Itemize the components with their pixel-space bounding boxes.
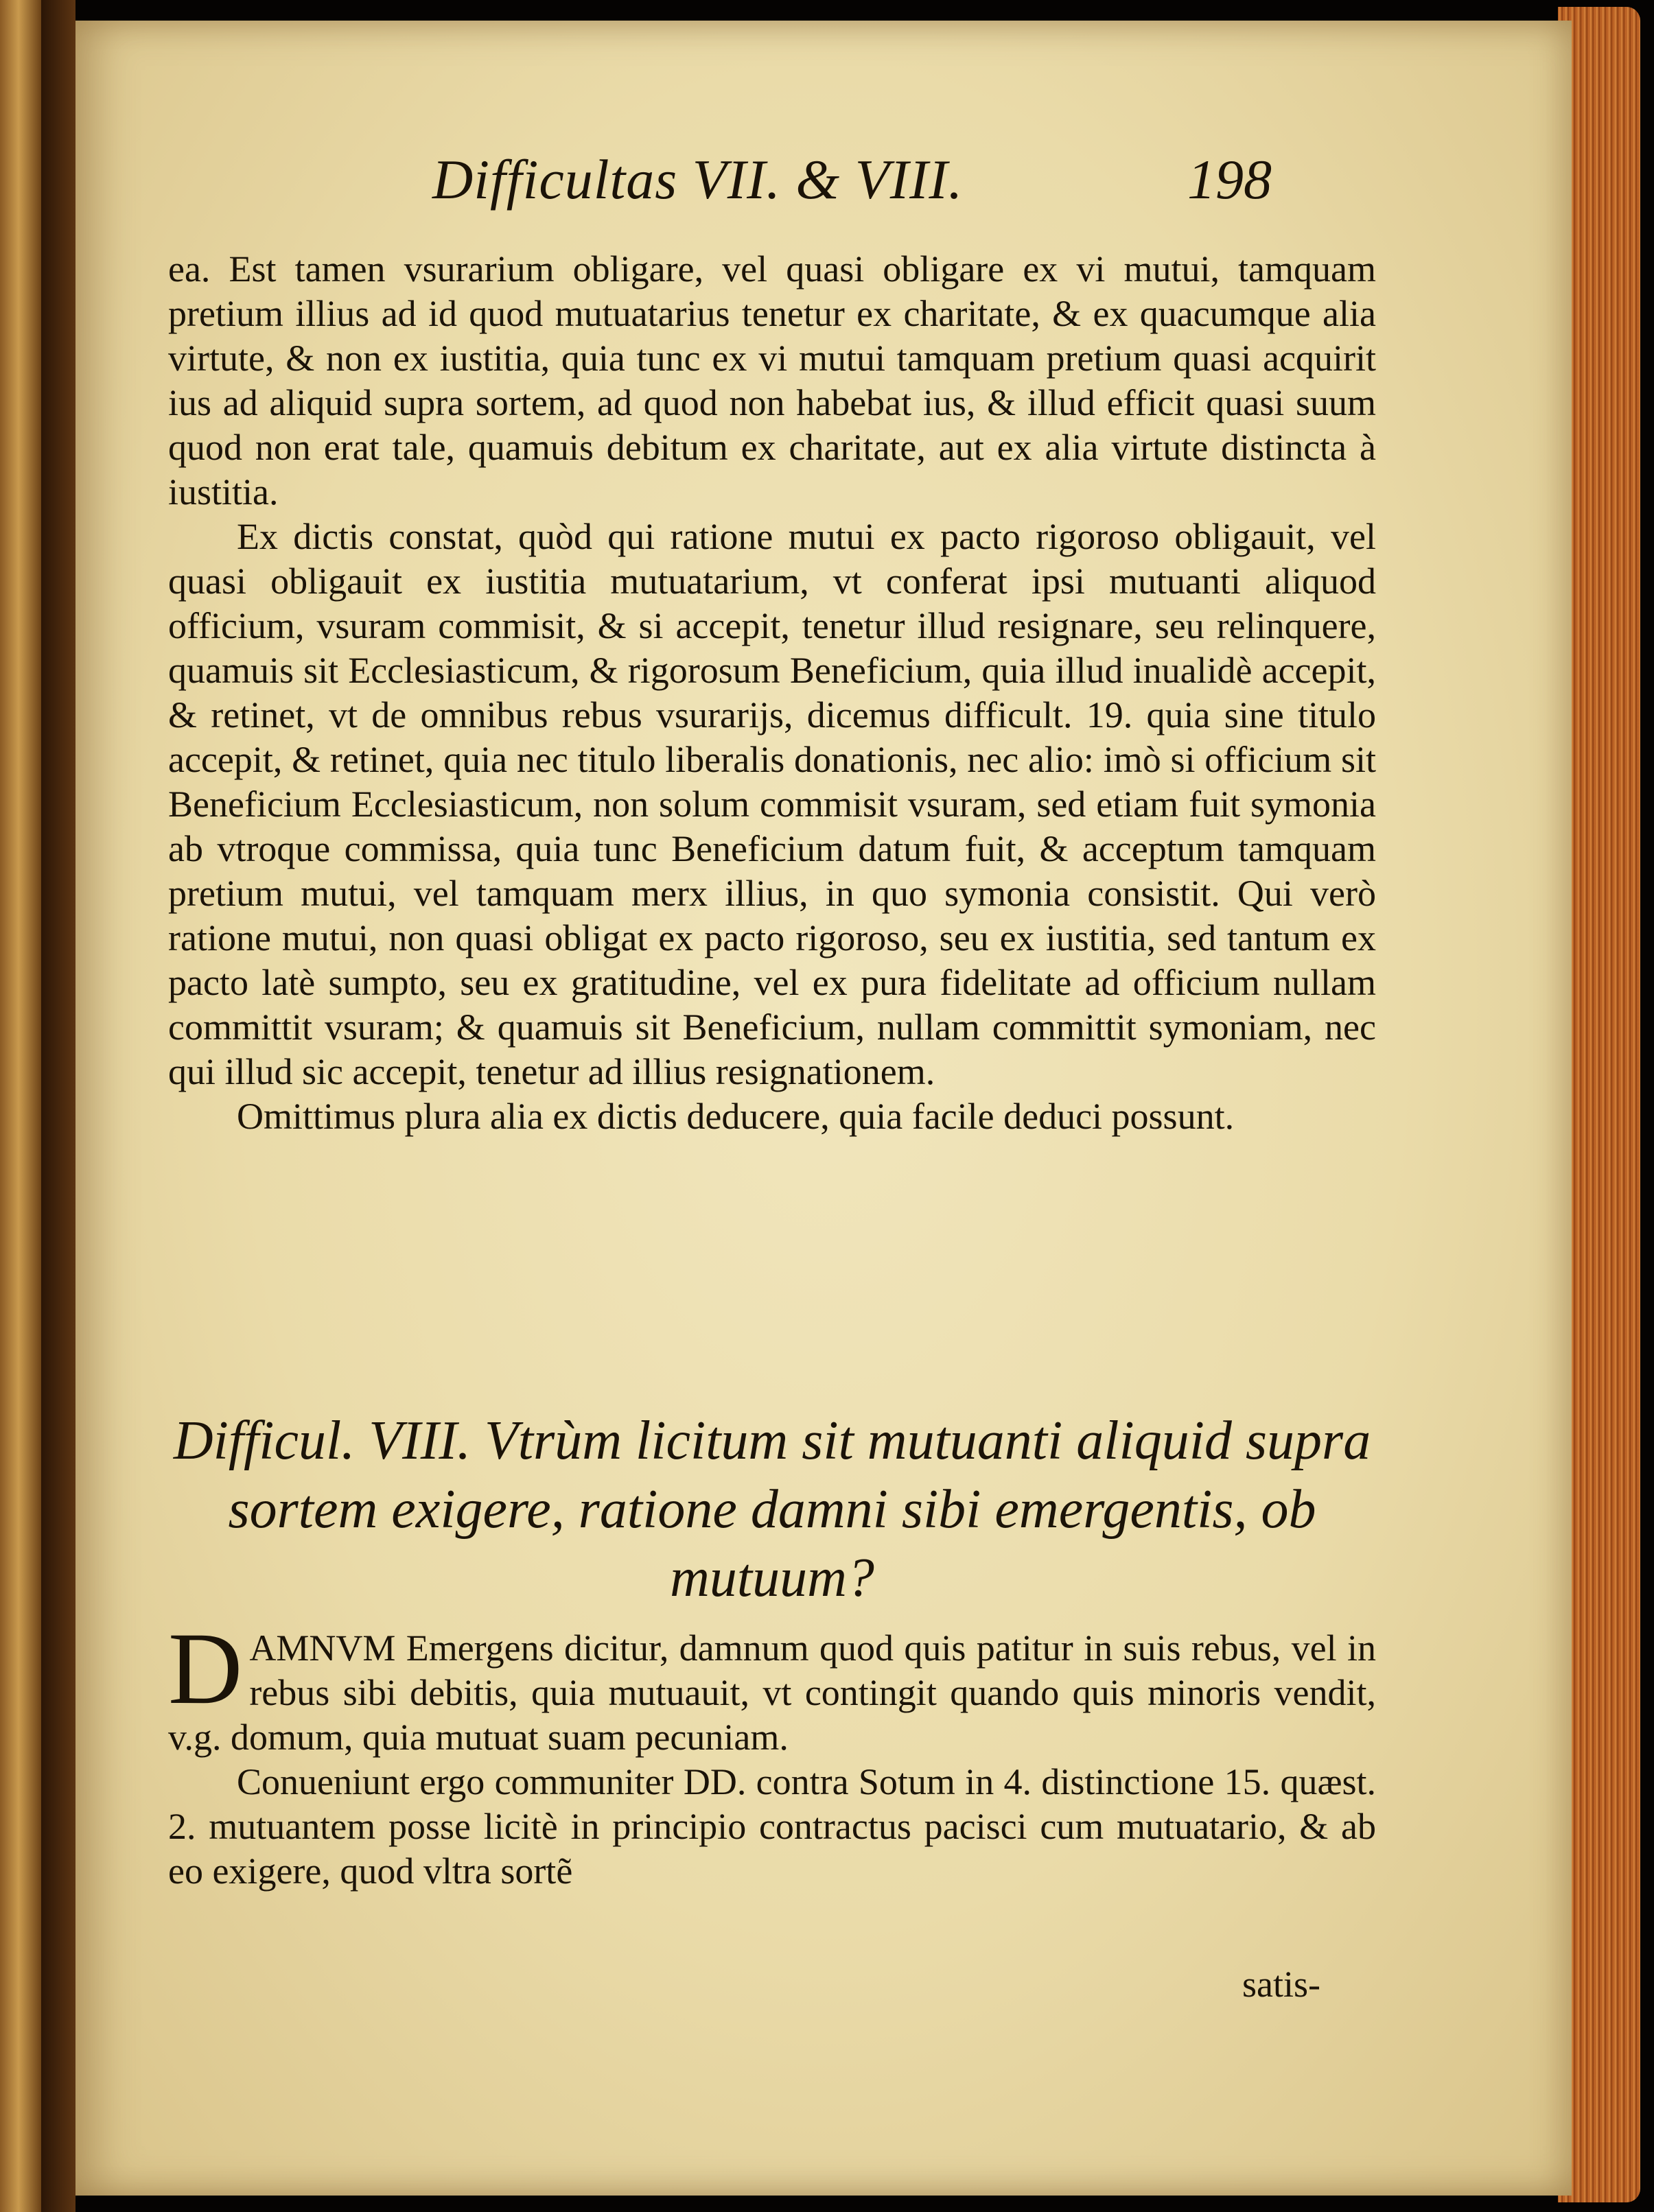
catchword: satis- xyxy=(1242,1964,1320,2005)
paragraph: Conueniunt ergo communiter DD. contra Sotum in 4. distinctione 15. quæst. 2. mutuantem posse licitè in principio contractus pacisci cum mutuatario, & ab eo exigere, quod vltra sortẽ xyxy=(168,1761,1376,1892)
book-page xyxy=(75,21,1572,2196)
paragraph: Omittimus plura alia ex dictis deducere, quia facile deduci possunt. xyxy=(237,1096,1235,1137)
body-text-block xyxy=(168,247,1376,1139)
paragraph: Ex dictis constat, quòd qui ratione mutui ex pacto rigoroso obligauit, vel quasi obligauit ex iustitia mutuatarium, vt conferat ipsi mutuanti aliquod officium, vsuram commisit, & si accepit, tenetur illud resignare, seu relinquere, quamuis sit Ecclesiasticum, & rigorosum Beneficium, quia illud inualidè accepit, & retinet, vt de omnibus rebus vsurarijs, dicemus difficult. 19. quia sine titulo accepit, & retinet, quia nec titulo liberalis donationis, nec alio: imò si officium sit Beneficium Ecclesiasticum, non solum commisit vsuram, sed etiam fuit symonia ab vtroque commissa, quia tunc Beneficium datum fuit, & acceptum tamquam pretium mutui, vel tamquam merx illius, in quo symonia consistit. Qui verò ratione mutui, non quasi obligat ex pacto rigoroso, seu ex iustitia, sed tantum ex pacto latè sumpto, seu ex gratitudine, vel ex pura fidelitate ad officium nullam committit vsuram; & quamuis sit Beneficium, nullam committit symoniam, nec qui illud sic accepit, tenetur ad illius resignationem. xyxy=(168,516,1376,1092)
paragraph-with-dropcap xyxy=(168,1612,1376,1760)
page-number: 198 xyxy=(1187,148,1272,211)
paragraph-continuation: ea. Est tamen vsurarium obligare, vel quasi obligare ex vi mutui, tamquam pretium illius ad id quod mutuatarius tenetur ex charitate, & ex quacumque alia virtute, & non ex iustitia, quia tunc ex vi mutui tamquam pretium quasi acquirit ius ad aliquid supra sortem, ad quod non habebat ius, & illud efficit quasi suum quod non erat tale, quamuis debitum ex charitate, aut ex alia virtute distincta à iustitia. xyxy=(168,248,1376,513)
section-heading: Difficul. VIII. Vtrùm licitum sit mutuanti aliquid supra sortem exigere, ratione damni sibi emergentis, ob mutuum? xyxy=(173,1411,1371,1608)
section-text-block xyxy=(168,1612,1376,1894)
running-title: Difficultas VII. & VIII. xyxy=(432,148,964,211)
previous-page-edge xyxy=(0,0,41,2212)
drop-cap: D xyxy=(168,1612,243,1726)
gutter-shadow xyxy=(41,0,75,2212)
page-header xyxy=(75,148,1572,223)
paragraph-text: AMNVM Emergens dicitur, damnum quod quis patitur in suis rebus, vel in rebus sibi debitis, quia mutuauit, vt contingit quando quis minoris vendit, v.g. domum, quia mutuat suam pecuniam. xyxy=(168,1627,1376,1758)
